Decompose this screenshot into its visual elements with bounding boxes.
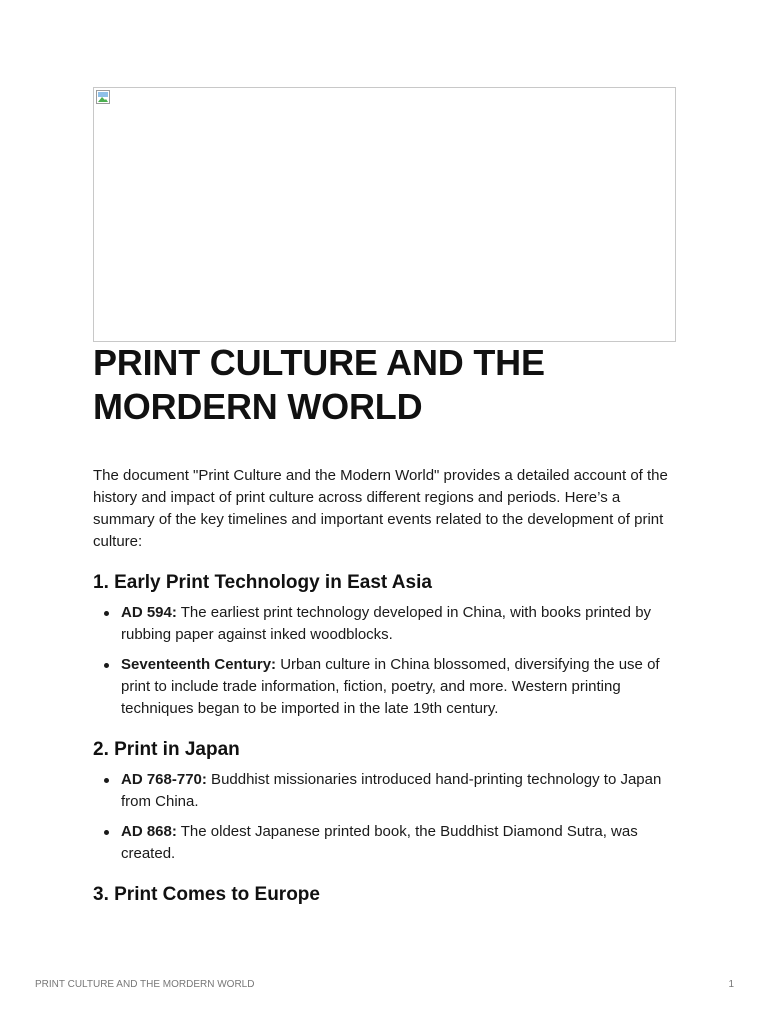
document-body <box>93 341 679 908</box>
page-footer <box>35 978 734 992</box>
list-item <box>121 602 679 646</box>
section-heading-europe: 3. Print Comes to Europe <box>93 884 320 905</box>
event-list-east-asia <box>93 602 679 720</box>
list-item <box>121 821 679 865</box>
event-text: The oldest Japanese printed book, the Buddhist Diamond Sutra, was created. <box>121 823 638 862</box>
section-heading-east-asia: 1. Early Print Technology in East Asia <box>93 572 432 593</box>
event-text: Buddhist missionaries introduced hand-printing technology to Japan from China. <box>121 771 662 810</box>
intro-paragraph: The document "Print Culture and the Modern World" provides a detailed account of the history and impact of print culture across different regions and periods. Here’s a summary of the key timelines and important events related to the development of print culture: <box>93 467 668 550</box>
footer-title: PRINT CULTURE AND THE MORDERN WORLD <box>35 979 255 990</box>
list-item <box>121 769 679 813</box>
event-list-japan <box>93 769 679 865</box>
event-date: Seventeenth Century: <box>121 656 277 673</box>
section-heading-japan: 2. Print in Japan <box>93 739 240 760</box>
event-text: Urban culture in China blossomed, diversifying the use of print to include trade information, fiction, poetry, and more. Western printing techniques began to be imported in the late 19th century. <box>121 656 660 717</box>
event-date: AD 594: <box>121 604 177 621</box>
page-number: 1 <box>728 979 734 990</box>
list-item <box>121 654 679 720</box>
event-text: The earliest print technology developed in China, with books printed by rubbing paper against inked woodblocks. <box>121 604 652 643</box>
document-title: PRINT CULTURE AND THE MORDERN WORLD <box>93 342 545 427</box>
broken-image-icon <box>96 90 110 104</box>
event-date: AD 868: <box>121 823 177 840</box>
event-date: AD 768-770: <box>121 771 207 788</box>
cover-image <box>93 87 676 342</box>
